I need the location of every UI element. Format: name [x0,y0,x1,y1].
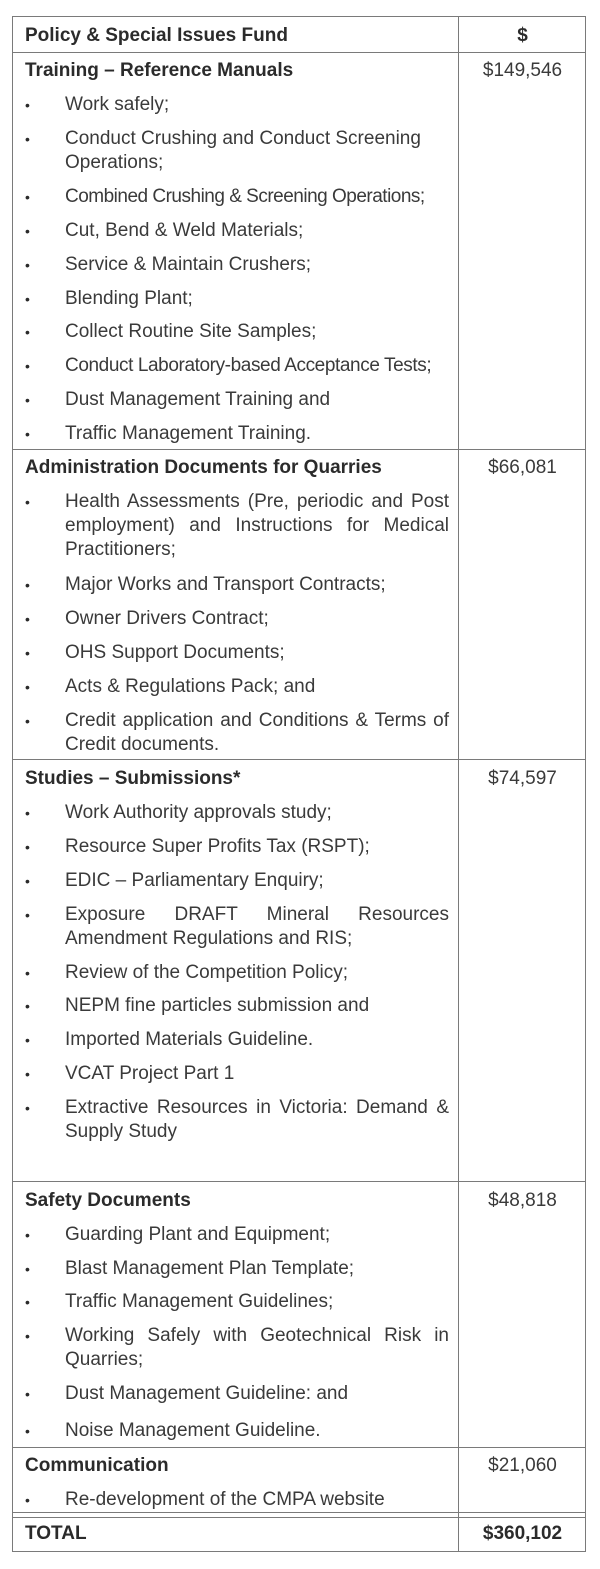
list-item: Re-development of the CMPA website [65,1489,385,1510]
bullet: • [25,1100,30,1116]
bullet: • [25,1032,30,1048]
bullet: • [25,1294,30,1310]
bullet: • [25,577,30,593]
bullet: • [25,131,30,147]
section-amount-training: $149,546 [482,60,563,81]
list-item: Traffic Management Training. [65,423,312,444]
list-item: Combined Crushing & Screening Operations; [65,186,425,207]
list-item: Blast Management Plan Template; [65,1258,355,1279]
list-item: Major Works and Transport Contracts; [65,574,386,595]
section-title-safety: Safety Documents [25,1190,191,1211]
list-item: Collect Routine Site Samples; [65,321,317,342]
bullet: • [25,494,30,510]
list-item: Dust Management Guideline: and [65,1383,349,1404]
bullet: • [25,998,30,1014]
bullet: • [25,1492,30,1508]
list-item: Imported Materials Guideline. [65,1029,314,1050]
bullet: • [25,805,30,821]
bullet: • [25,611,30,627]
fund-table [12,16,586,1552]
list-item: Working Safely with Geotechnical Risk in Quarries; [65,1325,449,1370]
bullet: • [25,1227,30,1243]
list-item: Work safely; [65,94,170,115]
section-amount-studies: $74,597 [488,768,557,789]
list-item: Conduct Laboratory-based Acceptance Tests; [65,355,432,376]
bullet: • [25,426,30,442]
row-divider [13,1181,585,1182]
bullet: • [25,907,30,923]
bullet: • [25,1066,30,1082]
list-item: Guarding Plant and Equipment; [65,1224,331,1245]
list-item: Conduct Crushing and Conduct Screening Operations; [65,128,421,173]
list-item: Resource Super Profits Tax (RSPT); [65,836,370,857]
bullet: • [25,1423,30,1439]
list-item: Noise Management Guideline. [65,1420,321,1441]
bullet: • [25,713,30,729]
list-item: EDIC – Parliamentary Enquiry; [65,870,324,891]
section-title-administration: Administration Documents for Quarries [25,457,382,478]
bullet: • [25,223,30,239]
row-divider [13,449,585,450]
header-title: Policy & Special Issues Fund [25,25,288,46]
bullet: • [25,839,30,855]
list-item: Blending Plant; [65,288,193,309]
row-divider [13,52,585,53]
bullet: • [25,358,30,374]
list-item: Cut, Bend & Weld Materials; [65,220,304,241]
section-title-training: Training – Reference Manuals [25,60,294,81]
list-item: NEPM fine particles submission and [65,995,370,1016]
list-item: Dust Management Training and [65,389,331,410]
section-amount-safety: $48,818 [488,1190,557,1211]
list-item: Exposure DRAFT Mineral Resources Amendment Regulations and RIS; [65,904,449,949]
row-divider [13,759,585,760]
list-item: Service & Maintain Crushers; [65,254,312,275]
bullet: • [25,257,30,273]
bullet: • [25,291,30,307]
list-item: Extractive Resources in Victoria: Demand & Supply Study [65,1097,449,1142]
list-item: Credit application and Conditions & Terms of Credit documents. [65,710,449,755]
section-title-communication: Communication [25,1455,169,1476]
section-title-studies: Studies – Submissions* [25,768,241,789]
total-amount: $360,102 [482,1523,563,1544]
bullet: • [25,1328,30,1344]
bullet: • [25,97,30,113]
list-item: Traffic Management Guidelines; [65,1291,334,1312]
total-divider [13,1512,585,1518]
bullet: • [25,679,30,695]
list-item: Work Authority approvals study; [65,802,332,823]
bullet: • [25,645,30,661]
section-amount-administration: $66,081 [488,457,557,478]
bullet: • [25,189,30,205]
bullet: • [25,324,30,340]
list-item: VCAT Project Part 1 [65,1063,235,1084]
list-item: Acts & Regulations Pack; and [65,676,316,697]
section-amount-communication: $21,060 [488,1455,557,1476]
total-label: TOTAL [25,1523,87,1544]
bullet: • [25,1386,30,1402]
bullet: • [25,392,30,408]
header-amount: $ [517,25,528,46]
list-item: Review of the Competition Policy; [65,962,349,983]
bullet: • [25,1261,30,1277]
list-item: OHS Support Documents; [65,642,285,663]
list-item: Health Assessments (Pre, periodic and Post employment) and Instructions for Medical Practitioners; [65,491,449,560]
bullet: • [25,965,30,981]
bullet: • [25,873,30,889]
row-divider [13,1447,585,1448]
list-item: Owner Drivers Contract; [65,608,269,629]
